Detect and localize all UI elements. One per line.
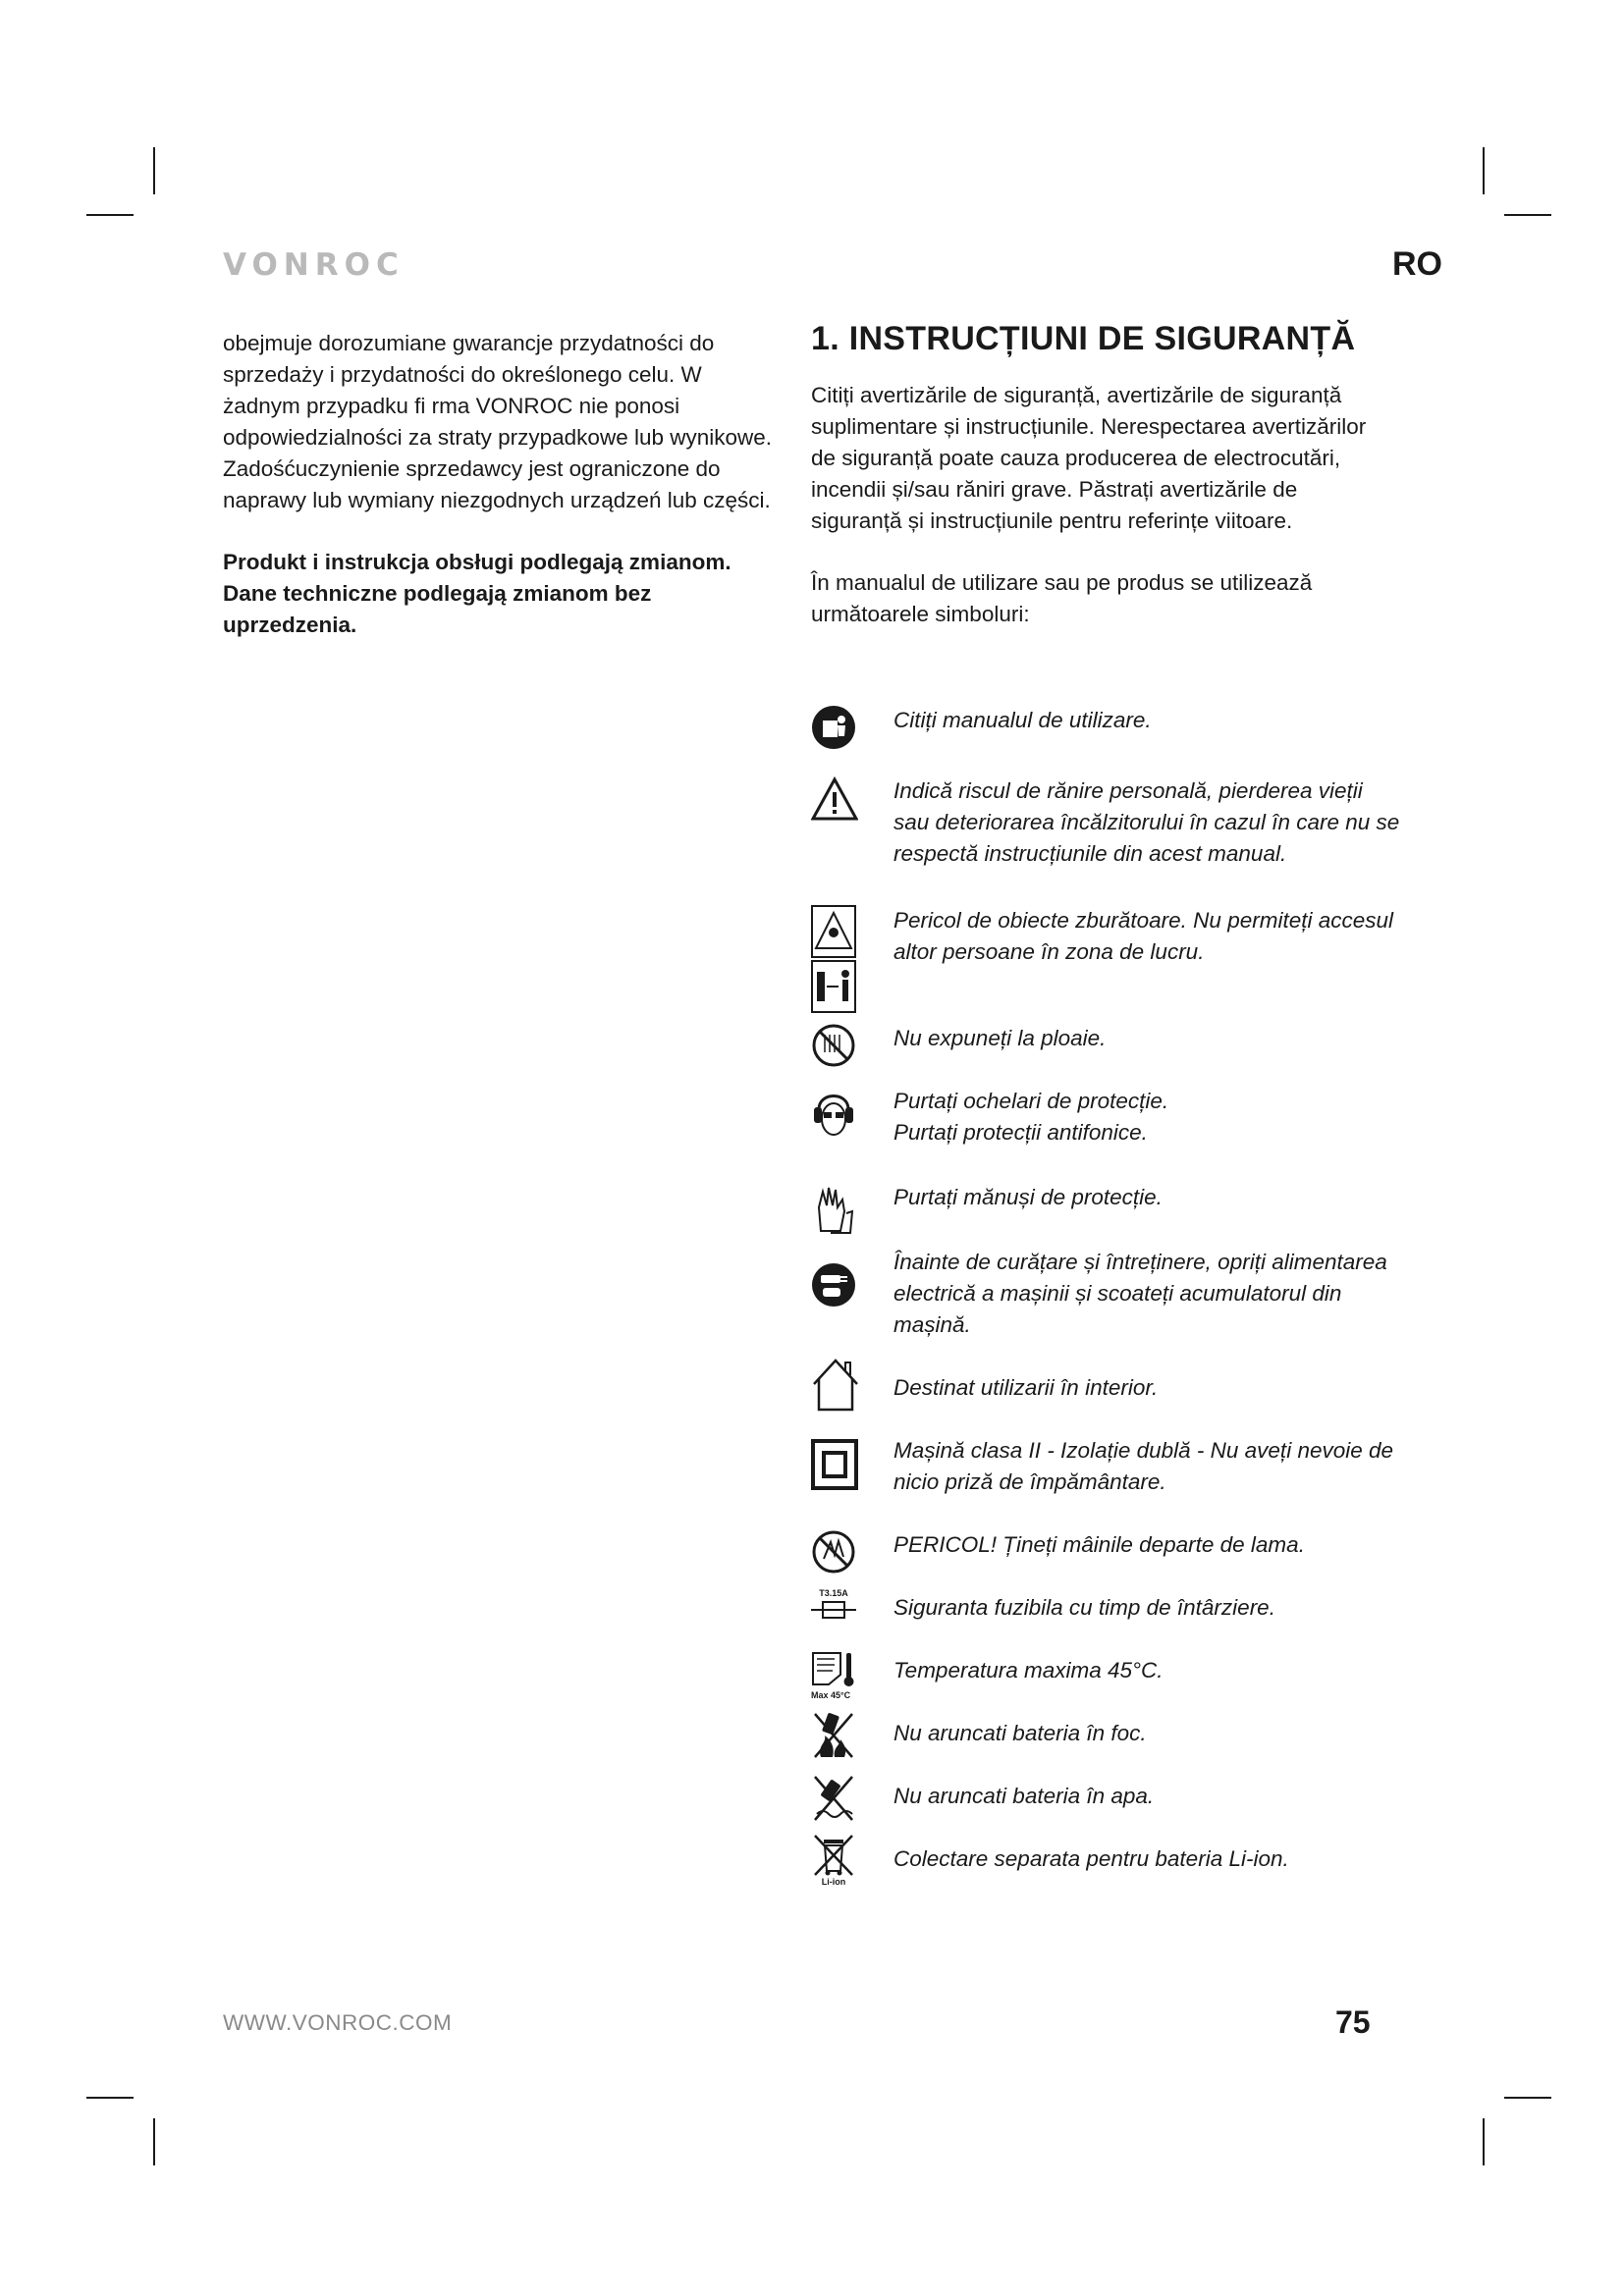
left-column xyxy=(223,328,783,641)
flying-objects-icon xyxy=(811,905,858,1013)
unplug-icon xyxy=(811,1262,858,1308)
safety-intro: Citiți avertizările de siguranță, avertizările de siguranță suplimentare și instrucțiunile. Nerespectarea avertizărilor de siguranță poate cauza producerea de electrocutări, incendii și/sau răniri grave. Păstrați avertizările de siguranță și instrucțiunile pentru referințe viitoare. xyxy=(811,383,1367,533)
read-manual-icon xyxy=(811,705,858,750)
brand-logo: VONROC xyxy=(223,247,405,283)
section-heading: 1. INSTRUCȚIUNI DE SIGURANȚĂ xyxy=(811,320,1356,357)
warning-icon xyxy=(811,775,858,823)
no-fire-battery-icon xyxy=(811,1710,858,1761)
change-notice: Produkt i instrukcja obsługi podlegają zmianom. Dane techniczne podlegają zmianom bez uprzedzenia. xyxy=(223,550,731,637)
crop-mark xyxy=(86,2097,134,2099)
blade-danger-icon xyxy=(811,1529,858,1575)
eye-ear-protection-icon xyxy=(811,1086,858,1147)
gloves-icon xyxy=(811,1182,858,1237)
page-number: 75 xyxy=(1335,2004,1371,2040)
crop-mark xyxy=(86,214,134,216)
footer-url: WWW.VONROC.COM xyxy=(223,2010,453,2035)
crop-mark xyxy=(1504,214,1551,216)
class-ii-icon xyxy=(811,1439,858,1490)
fuse-icon: T3.15A xyxy=(811,1588,858,1621)
indoor-use-icon xyxy=(811,1357,858,1414)
right-column xyxy=(811,320,1380,630)
max-temperature-icon: Max 45°C xyxy=(811,1649,858,1701)
language-code: RO xyxy=(1392,245,1442,283)
crop-mark xyxy=(1483,2118,1485,2165)
crop-mark xyxy=(153,147,155,194)
warranty-paragraph: obejmuje dorozumiane gwarancje przydatności do sprzedaży i przydatności do określonego celu. W żadnym przypadku fi rma VONROC nie ponosi odpowiedzialności za straty przypadkowe lub wynikowe. Zadośćuczynienie sprzedawcy jest ograniczone do naprawy lub wymiany niezgodnych urządzeń lub części. xyxy=(223,331,773,512)
li-ion-recycle-icon: Li-ion xyxy=(811,1832,858,1887)
symbols-intro: În manualul de utilizare sau pe produs se utilizează următoarele simboluri: xyxy=(811,570,1313,626)
crop-mark xyxy=(153,2118,155,2165)
crop-mark xyxy=(1483,147,1485,194)
no-water-battery-icon xyxy=(811,1773,858,1824)
no-rain-icon xyxy=(811,1023,858,1068)
crop-mark xyxy=(1504,2097,1551,2099)
